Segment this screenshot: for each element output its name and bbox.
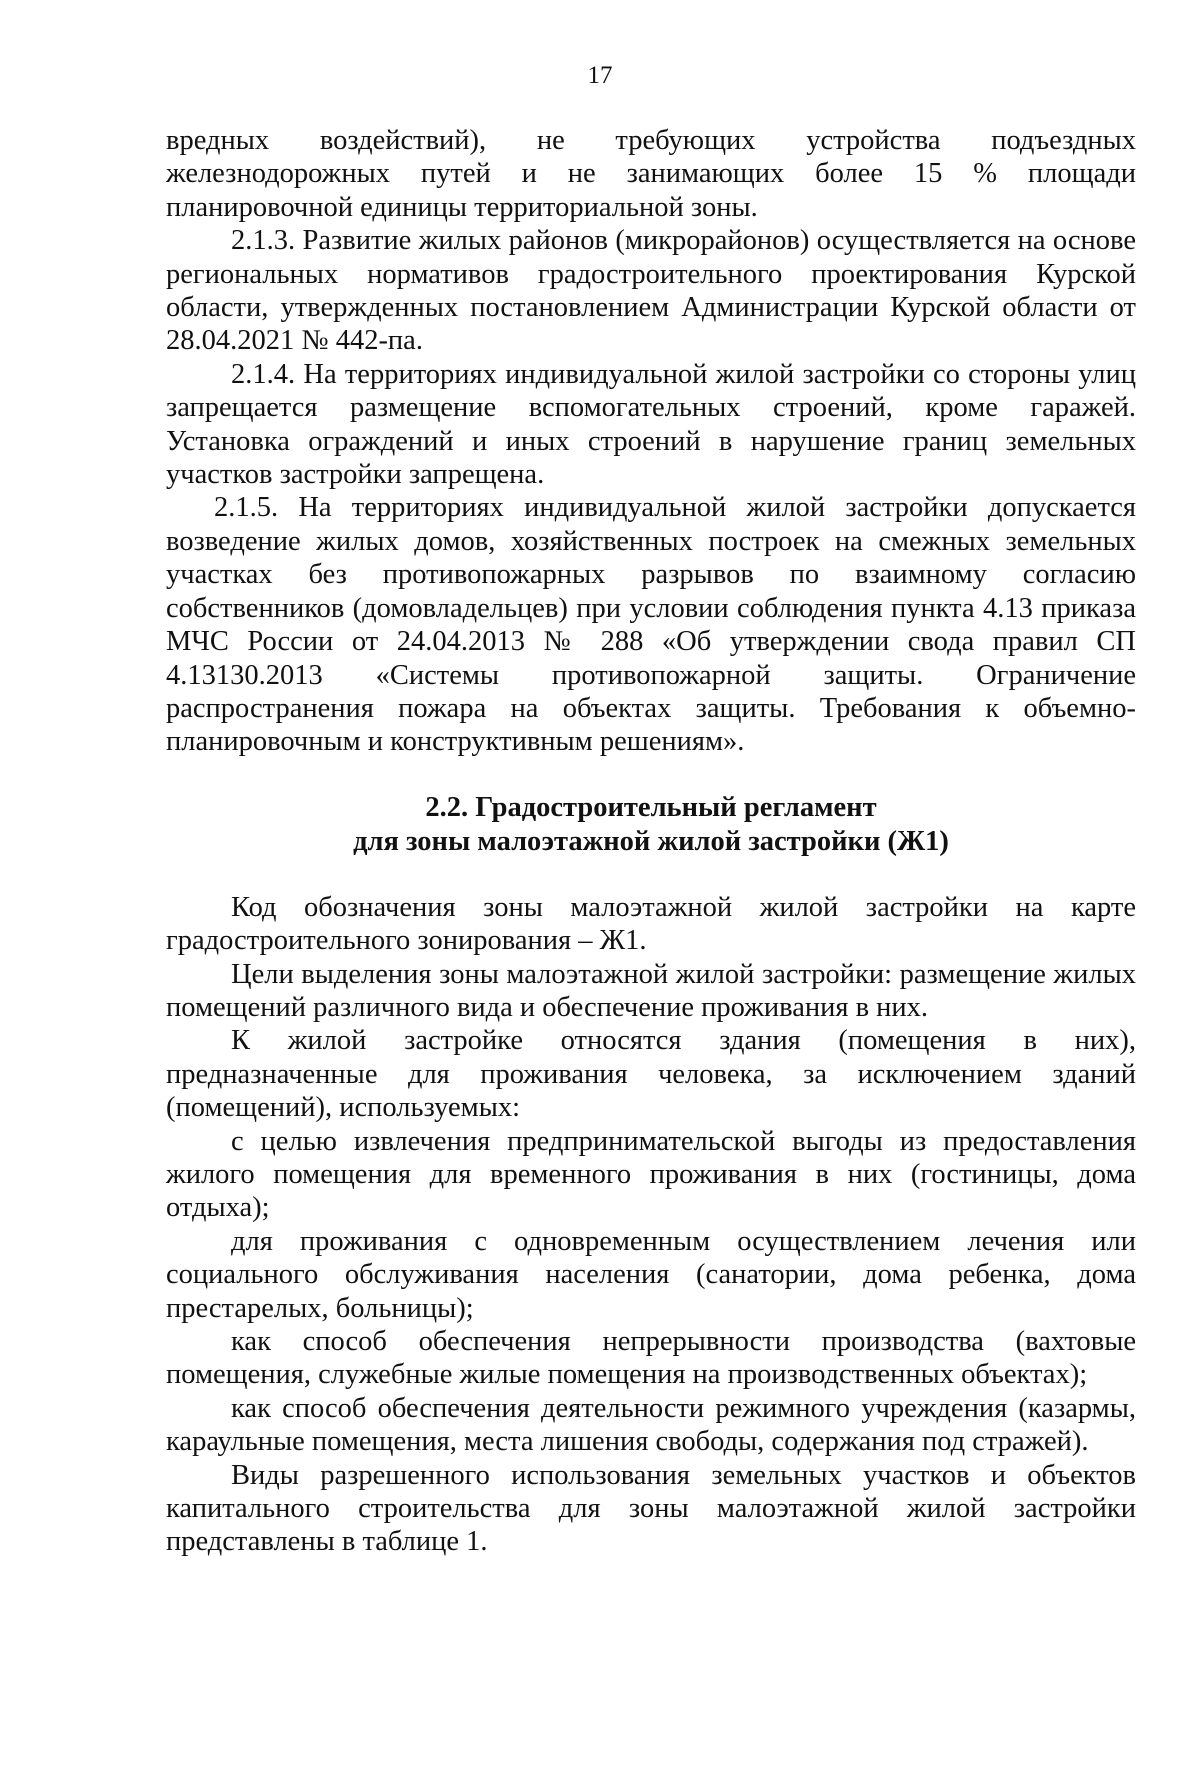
- paragraph-2-1-5: 2.1.5. На территориях индивидуальной жилой застройки допускается возведение жилых домов, хозяйственных построек на смежных земельных участках без противопожарных разрывов по взаимному согласию собственников (домовладельцев) при условии соблюдения пункта 4.13 приказа МЧС России от 24.04.2013 № 288 «Об утверждении свода правил СП 4.13130.2013 «Системы противопожарной защиты. Ограничение распространения пожара на объектах защиты. Требования к объемно-планировочным и конструктивным решениям».: [166, 492, 1136, 758]
- list-item-institution: как способ обеспечения деятельности режимного учреждения (казармы, караульные помещения, места лишения свободы, содержания под стражей).: [166, 1392, 1136, 1458]
- list-item-medical: для проживания с одновременным осуществлением лечения или социального обслуживания населения (санатории, дома ребенка, дома престарелых, больницы);: [166, 1225, 1136, 1324]
- paragraph-2-1-4: 2.1.4. На территориях индивидуальной жилой застройки со стороны улиц запрещается размещение вспомогательных строений, кроме гаражей. Установка ограждений и иных строений в нарушение границ земельных участков застройки запрещена.: [166, 358, 1136, 491]
- paragraph-2-1-3: 2.1.3. Развитие жилых районов (микрорайонов) осуществляется на основе региональных нормативов градостроительного проектирования Курской области, утвержденных постановлением Администрации Курской области от 28.04.2021 № 442-па.: [166, 225, 1136, 357]
- page-number: 17: [587, 62, 613, 89]
- paragraph-continuation: вредных воздействий), не требующих устройства подъездных железнодорожных путей и не занимающих более 15 % площади планировочной единицы территориальной зоны.: [166, 125, 1136, 223]
- document-body: [166, 124, 1136, 1559]
- section-heading-line-2: для зоны малоэтажной жилой застройки (Ж1): [353, 825, 949, 857]
- paragraph-zone-goals: Цели выделения зоны малоэтажной жилой застройки: размещение жилых помещений различного вида и обеспечение проживания в них.: [166, 958, 1136, 1023]
- section-heading: [166, 791, 1136, 859]
- paragraph-residential-definition: К жилой застройке относятся здания (помещения в них), предназначенные для проживания человека, за исключением зданий (помещений), используемых:: [166, 1025, 1136, 1124]
- paragraph-zone-code: Код обозначения зоны малоэтажной жилой застройки на карте градостроительного зонирования – Ж1.: [166, 891, 1136, 957]
- paragraph-table-reference: Виды разрешенного использования земельных участков и объектов капитального строительства для зоны малоэтажной жилой застройки представлены в таблице 1.: [166, 1459, 1136, 1558]
- section-heading-line-1: 2.2. Градостроительный регламент: [425, 791, 877, 823]
- list-item-commercial: с целью извлечения предпринимательской выгоды из предоставления жилого помещения для временного проживания в них (гостиницы, дома отдыха);: [166, 1125, 1136, 1224]
- list-item-production: как способ обеспечения непрерывности производства (вахтовые помещения, служебные жилые помещения на производственных объектах);: [166, 1326, 1136, 1391]
